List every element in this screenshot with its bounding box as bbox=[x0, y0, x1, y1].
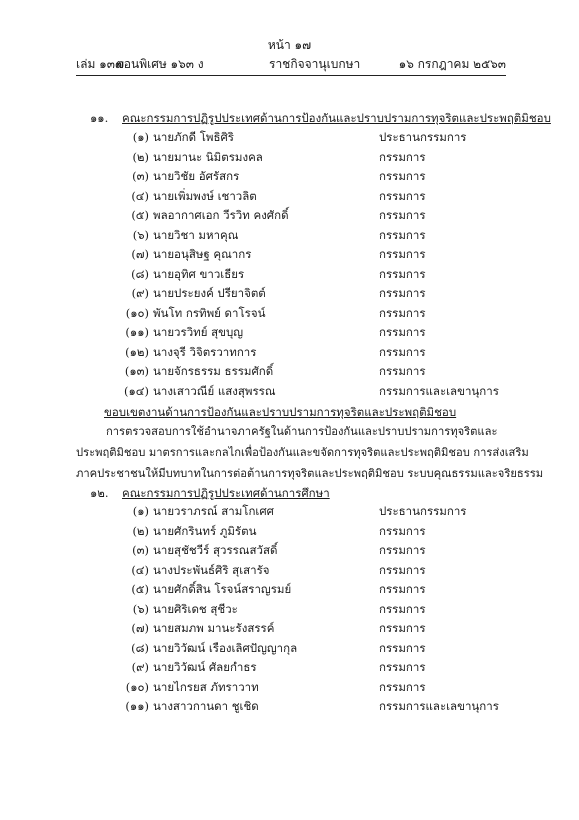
member-row bbox=[0, 246, 579, 266]
member-number: (๘) bbox=[131, 640, 149, 655]
scope-heading: ขอบเขตงานด้านการป้องกันและปราบปรามการทุจริตและประพฤติมิชอบ bbox=[104, 405, 457, 419]
member-name: นายวิชัย อัศรัสกร bbox=[153, 169, 240, 183]
publication-date: ๑๖ กรกฎาคม ๒๕๖๓ bbox=[398, 57, 506, 71]
member-number: (๖) bbox=[132, 227, 149, 242]
member-name: นางสาวกานดา ชูเชิด bbox=[153, 699, 259, 713]
gazette-header bbox=[76, 55, 506, 73]
member-role: กรรมการ bbox=[379, 562, 426, 577]
section-number: ๑๒. bbox=[90, 486, 109, 500]
member-name: นายมานะ นิมิตรมงคล bbox=[153, 149, 263, 164]
member-row bbox=[0, 188, 579, 208]
member-row bbox=[0, 227, 579, 247]
member-role: กรรมการ bbox=[379, 286, 426, 300]
member-row bbox=[0, 562, 579, 582]
member-number: (๒) bbox=[132, 149, 149, 164]
member-row bbox=[0, 363, 579, 383]
member-role: กรรมการ bbox=[379, 266, 426, 281]
member-role: กรรมการ bbox=[379, 188, 426, 203]
member-row bbox=[0, 581, 579, 601]
member-role: ประธานกรรมการ bbox=[379, 130, 467, 144]
member-row bbox=[0, 503, 579, 523]
member-number: (๕) bbox=[131, 208, 149, 222]
member-number: (๙) bbox=[131, 660, 149, 674]
member-number: (๑๑) bbox=[125, 325, 149, 339]
gazette-name: ราชกิจจานุเบกษา bbox=[269, 57, 361, 71]
member-number: (๑๓) bbox=[124, 364, 149, 378]
member-row bbox=[0, 620, 579, 640]
member-role: กรรมการ bbox=[379, 227, 426, 242]
member-number: (๑๑) bbox=[125, 699, 149, 713]
member-role: ประธานกรรมการ bbox=[379, 504, 467, 518]
member-row bbox=[0, 601, 579, 621]
scope-line: ประพฤติมิชอบ มาตรการและกลไกเพื่อป้องกันและขจัดการทุจริตและประพฤติมิชอบ การส่งเสริม bbox=[76, 446, 529, 459]
member-number: (๖) bbox=[132, 601, 149, 616]
member-number: (๑) bbox=[132, 130, 149, 144]
member-name: นางเสาวณีย์ แสงสุพรรณ bbox=[153, 383, 276, 398]
member-name: นายวราภรณ์ สามโกเศศ bbox=[153, 504, 274, 518]
member-row bbox=[0, 640, 579, 660]
section-11-members bbox=[0, 129, 579, 402]
member-number: (๕) bbox=[131, 582, 149, 596]
member-role: กรรมการ bbox=[379, 640, 426, 655]
member-row bbox=[0, 149, 579, 169]
scope-line: ภาคประชาชนให้มีบทบาทในการต่อต้านการทุจริตและประพฤติมิชอบ ระบบคุณธรรมและจริยธรรม bbox=[76, 467, 544, 480]
header-divider bbox=[76, 75, 506, 76]
member-role: กรรมการ bbox=[379, 364, 426, 378]
section-12-heading bbox=[90, 485, 330, 503]
scope-line: การตรวจสอบการใช้อำนาจภาครัฐในด้านการป้องกันและปราบปรามการทุจริตและ bbox=[106, 425, 498, 438]
member-role: กรรมการ bbox=[379, 660, 426, 674]
member-name: นายศิริเดช สุชีวะ bbox=[153, 601, 238, 616]
member-name: นางประพันธ์ศิริ สุเสารัจ bbox=[153, 562, 270, 577]
member-name: นายศักรินทร์ ภูมิรัตน bbox=[153, 523, 257, 538]
member-row bbox=[0, 305, 579, 325]
member-role: กรรมการ bbox=[379, 523, 426, 538]
member-row bbox=[0, 523, 579, 543]
member-row bbox=[0, 129, 579, 149]
member-name: นายวรวิทย์ สุขบุญ bbox=[153, 325, 244, 339]
page-number: หน้า ๑๗ bbox=[267, 38, 312, 52]
member-name: นายไกรยส ภัทราวาท bbox=[153, 679, 259, 694]
member-name: นายวิชา มหาคุณ bbox=[153, 227, 239, 242]
member-row bbox=[0, 679, 579, 699]
member-name: พลอากาศเอก วีรวิท คงศักดิ์ bbox=[153, 208, 289, 222]
member-role: กรรมการ bbox=[379, 169, 426, 183]
member-name: นางจุรี วิจิตรวาทการ bbox=[153, 344, 257, 359]
member-number: (๑๐) bbox=[125, 305, 149, 320]
member-role: กรรมการ bbox=[379, 325, 426, 339]
member-number: (๙) bbox=[131, 286, 149, 300]
member-name: นายสมภพ มานะรังสรรค์ bbox=[153, 621, 275, 635]
member-role: กรรมการ bbox=[379, 582, 426, 596]
member-name: นายภักดี โพธิศิริ bbox=[153, 130, 234, 144]
member-role: กรรมการ bbox=[379, 621, 426, 635]
member-row bbox=[0, 285, 579, 305]
member-role: กรรมการ bbox=[379, 601, 426, 616]
member-role: กรรมการและเลขานุการ bbox=[379, 699, 499, 713]
member-row bbox=[0, 168, 579, 188]
member-number: (๑) bbox=[132, 504, 149, 518]
member-row bbox=[0, 207, 579, 227]
member-role: กรรมการ bbox=[379, 149, 426, 164]
member-role: กรรมการและเลขานุการ bbox=[379, 383, 499, 398]
member-row bbox=[0, 324, 579, 344]
member-name: นายจักรธรรม ธรรมศักดิ์ bbox=[153, 364, 274, 378]
member-row bbox=[0, 266, 579, 286]
member-number: (๑๒) bbox=[125, 344, 149, 359]
section-number: ๑๑. bbox=[90, 111, 109, 125]
member-name: นายวิวัฒน์ เรืองเลิศปัญญากุล bbox=[153, 640, 298, 655]
member-role: กรรมการ bbox=[379, 247, 426, 261]
section-title: คณะกรรมการปฏิรูปประเทศด้านการศึกษา bbox=[122, 486, 330, 500]
member-name: นายอุทิศ ขาวเธียร bbox=[153, 266, 245, 281]
edition-label: ตอนพิเศษ ๑๖๓ ง bbox=[116, 57, 204, 71]
member-name: นายวิวัฒน์ ศัลยกำธร bbox=[153, 660, 257, 674]
member-role: กรรมการ bbox=[379, 305, 426, 320]
member-row bbox=[0, 383, 579, 403]
member-number: (๓) bbox=[132, 169, 149, 183]
member-number: (๗) bbox=[131, 247, 149, 261]
section-12-members bbox=[0, 503, 579, 718]
member-row bbox=[0, 659, 579, 679]
member-number: (๑๐) bbox=[125, 679, 149, 694]
member-number: (๓) bbox=[132, 543, 149, 557]
member-role: กรรมการ bbox=[379, 208, 426, 222]
member-number: (๑๔) bbox=[124, 383, 149, 398]
section-11-heading bbox=[90, 110, 551, 128]
member-role: กรรมการ bbox=[379, 344, 426, 359]
member-row bbox=[0, 698, 579, 718]
member-role: กรรมการ bbox=[379, 679, 426, 694]
member-number: (๗) bbox=[131, 621, 149, 635]
member-row bbox=[0, 542, 579, 562]
member-number: (๔) bbox=[131, 188, 149, 203]
member-name: นายเพิ่มพงษ์ เชาวลิต bbox=[153, 188, 257, 203]
scope-paragraph bbox=[76, 421, 544, 484]
section-title: คณะกรรมการปฏิรูปประเทศด้านการป้องกันและปราบปรามการทุจริตและประพฤติมิชอบ bbox=[122, 111, 551, 125]
member-name: นายศักดิ์สิน โรจน์สราญรมย์ bbox=[153, 582, 292, 596]
member-row bbox=[0, 344, 579, 364]
member-name: นายประยงค์ ปรียาจิตต์ bbox=[153, 286, 266, 300]
member-name: นายสุชัชวีร์ สุวรรณสวัสดิ์ bbox=[153, 543, 278, 557]
member-number: (๔) bbox=[131, 562, 149, 577]
member-role: กรรมการ bbox=[379, 543, 426, 557]
member-name: นายอนุสิษฐ คุณากร bbox=[153, 247, 252, 261]
member-number: (๘) bbox=[131, 266, 149, 281]
member-name: พันโท กรทิพย์ ดาโรจน์ bbox=[153, 305, 266, 320]
member-number: (๒) bbox=[132, 523, 149, 538]
volume-label: เล่ม ๑๓๗ bbox=[76, 57, 125, 71]
